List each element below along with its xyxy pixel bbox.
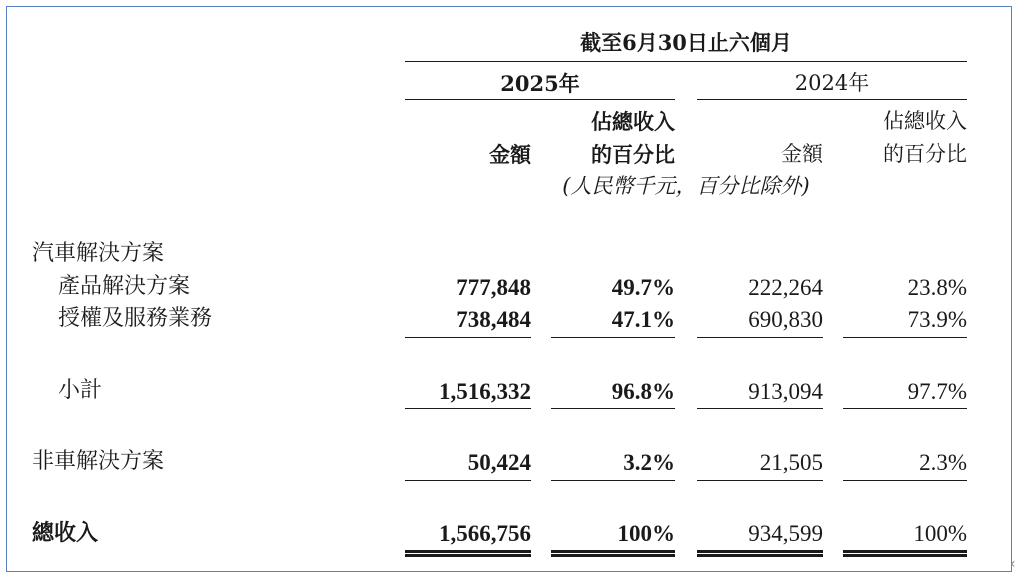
total-rule [843, 480, 967, 481]
subtotal-rule [405, 337, 531, 338]
cell-pct-2024: 100% [913, 521, 967, 546]
amount-2025-header: 金額 [489, 142, 531, 167]
chevron-left-icon: ‹ [1010, 556, 1016, 572]
cell-amount-2024: 913,094 [748, 379, 823, 404]
row-label-automotive: 汽車解決方案 [32, 241, 165, 266]
total-rule [551, 480, 675, 481]
row-label-non-automotive: 非車解決方案 [32, 449, 165, 474]
total-double-rule [697, 550, 823, 557]
subtotal-bottom-rule [843, 408, 967, 409]
cell-pct-2024: 97.7% [907, 379, 967, 404]
year-2025-header: 2025年 [500, 71, 580, 96]
cell-pct-2025: 49.7% [611, 275, 675, 300]
amount-2024-header: 金額 [781, 142, 823, 166]
cell-amount-2024: 690,830 [748, 307, 823, 332]
cell-pct-2024: 23.8% [907, 275, 967, 300]
pct-2024-header-1: 佔總收入 [883, 109, 967, 133]
cell-pct-2024: 73.9% [907, 307, 967, 332]
year-2025-rule [405, 99, 675, 100]
subtotal-rule [843, 337, 967, 338]
row-label-total: 總收入 [32, 520, 99, 546]
unit-note: (人民幣千元，百分比除外) [562, 174, 810, 198]
cell-pct-2025: 3.2% [623, 450, 675, 475]
pct-2024-header-2: 的百分比 [883, 142, 967, 166]
total-double-rule [551, 550, 675, 557]
pct-2025-header-1: 佔總收入 [591, 109, 675, 134]
row-label-product: 產品解決方案 [58, 274, 191, 299]
cell-amount-2025: 50,424 [467, 450, 531, 475]
cell-amount-2025: 777,848 [456, 275, 531, 300]
subtotal-bottom-rule [405, 408, 531, 409]
cell-amount-2024: 21,505 [759, 450, 823, 475]
total-rule [405, 480, 531, 481]
total-double-rule [405, 550, 531, 557]
period-header: 截至6月30日止六個月 [580, 30, 792, 55]
subtotal-bottom-rule [551, 408, 675, 409]
cell-pct-2025: 100% [617, 521, 675, 546]
total-rule [697, 480, 823, 481]
pct-2025-header-2: 的百分比 [591, 142, 675, 167]
cell-pct-2025: 96.8% [611, 379, 675, 404]
subtotal-rule [551, 337, 675, 338]
cell-amount-2025: 1,566,756 [439, 521, 531, 546]
cell-pct-2025: 47.1% [611, 307, 675, 332]
year-2024-header: 2024年 [794, 71, 870, 95]
total-double-rule [843, 550, 967, 557]
subtotal-bottom-rule [697, 408, 823, 409]
cell-amount-2025: 738,484 [456, 307, 531, 332]
cell-pct-2024: 2.3% [919, 450, 967, 475]
cell-amount-2025: 1,516,332 [439, 379, 531, 404]
header-rule [405, 61, 967, 62]
row-label-subtotal: 小計 [58, 378, 103, 403]
year-2024-rule [697, 99, 967, 100]
subtotal-rule [697, 337, 823, 338]
cell-amount-2024: 222,264 [748, 275, 823, 300]
cell-amount-2024: 934,599 [748, 521, 823, 546]
row-label-licensing: 授權及服務業務 [58, 306, 213, 331]
